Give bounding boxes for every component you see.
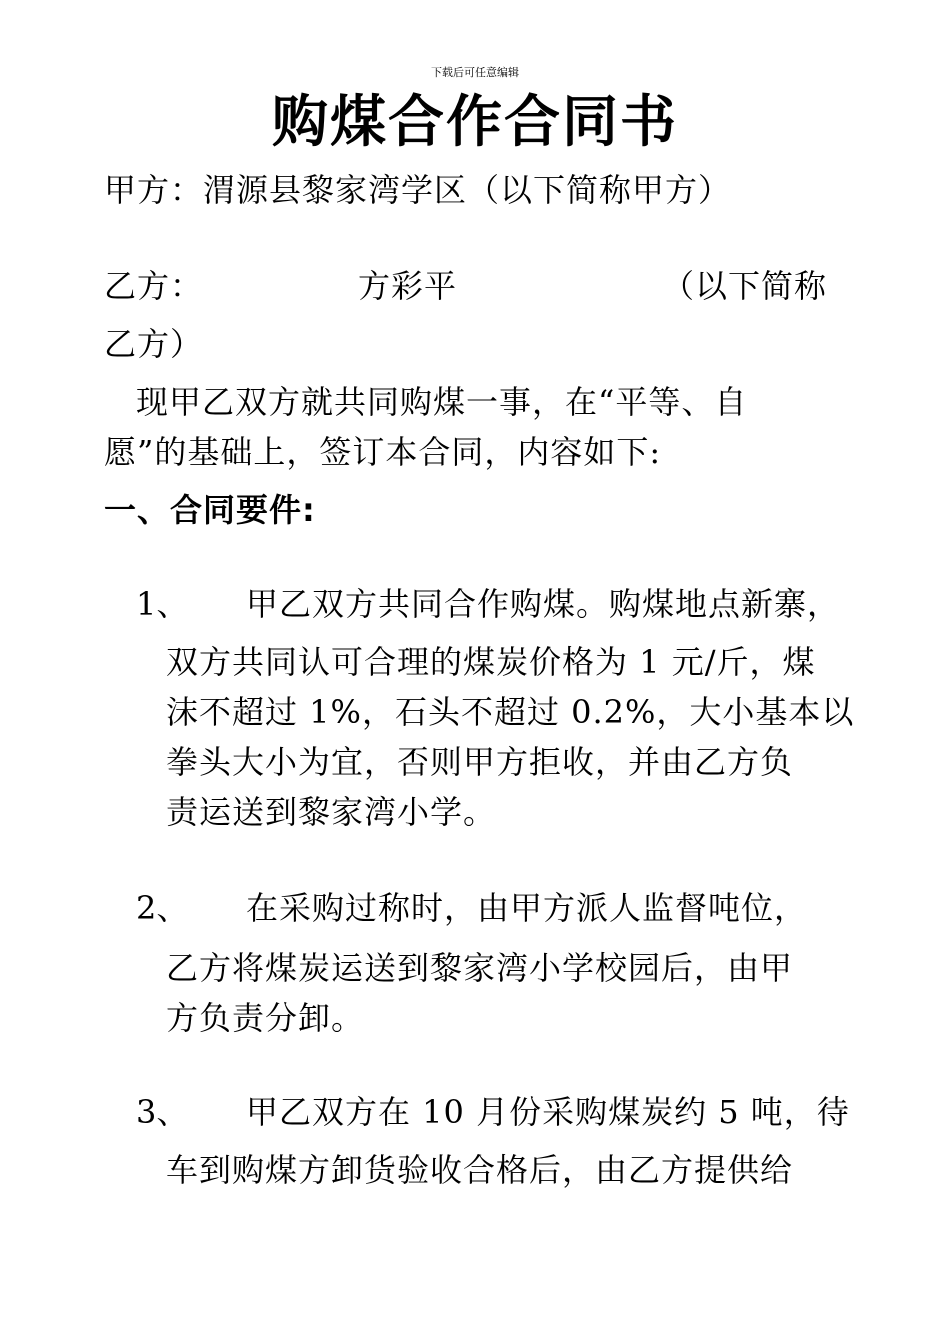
party-b-label: 乙方： bbox=[104, 267, 204, 305]
header-note: 下载后可任意编辑 bbox=[431, 66, 519, 79]
intro-line-1: 现甲乙双方就共同购煤一事，在“平等、自 bbox=[136, 383, 748, 421]
party-b-suffix-continued: 乙方） bbox=[104, 325, 204, 363]
item-line: 双方共同认可合理的煤炭价格为 1 元/斤，煤 bbox=[166, 643, 816, 681]
item-line: 拳头大小为宜，否则甲方拒收，并由乙方负 bbox=[166, 743, 794, 781]
item-line: 方负责分卸。 bbox=[166, 999, 365, 1037]
item-number: 1、 bbox=[136, 585, 189, 623]
item-line: 车到购煤方卸货验收合格后，由乙方提供给 bbox=[166, 1151, 794, 1189]
item-line: 在采购过称时，由甲方派人监督吨位， bbox=[246, 889, 808, 927]
section-heading: 一、合同要件: bbox=[104, 491, 316, 529]
item-line: 甲乙双方共同合作购煤。购煤地点新寨， bbox=[246, 585, 841, 623]
item-line: 沫不超过 1%，石头不超过 0.2%，大小基本以 bbox=[166, 693, 855, 731]
contract-title: 购煤合作合同书 bbox=[272, 89, 678, 155]
party-a-line: 甲方：渭源县黎家湾学区（以下简称甲方） bbox=[104, 171, 732, 209]
party-b-suffix: （以下简称 bbox=[662, 267, 828, 305]
intro-line-2: 愿”的基础上，签订本合同，内容如下: bbox=[104, 433, 662, 471]
item-number: 2、 bbox=[136, 889, 189, 927]
party-b-name: 方彩平 bbox=[358, 267, 458, 305]
item-line: 甲乙双方在 10 月份采购煤炭约 5 吨，待 bbox=[246, 1093, 850, 1131]
item-line: 乙方将煤炭运送到黎家湾小学校园后，由甲 bbox=[166, 949, 794, 987]
item-number: 3、 bbox=[136, 1093, 189, 1131]
item-line: 责运送到黎家湾小学。 bbox=[166, 793, 497, 831]
